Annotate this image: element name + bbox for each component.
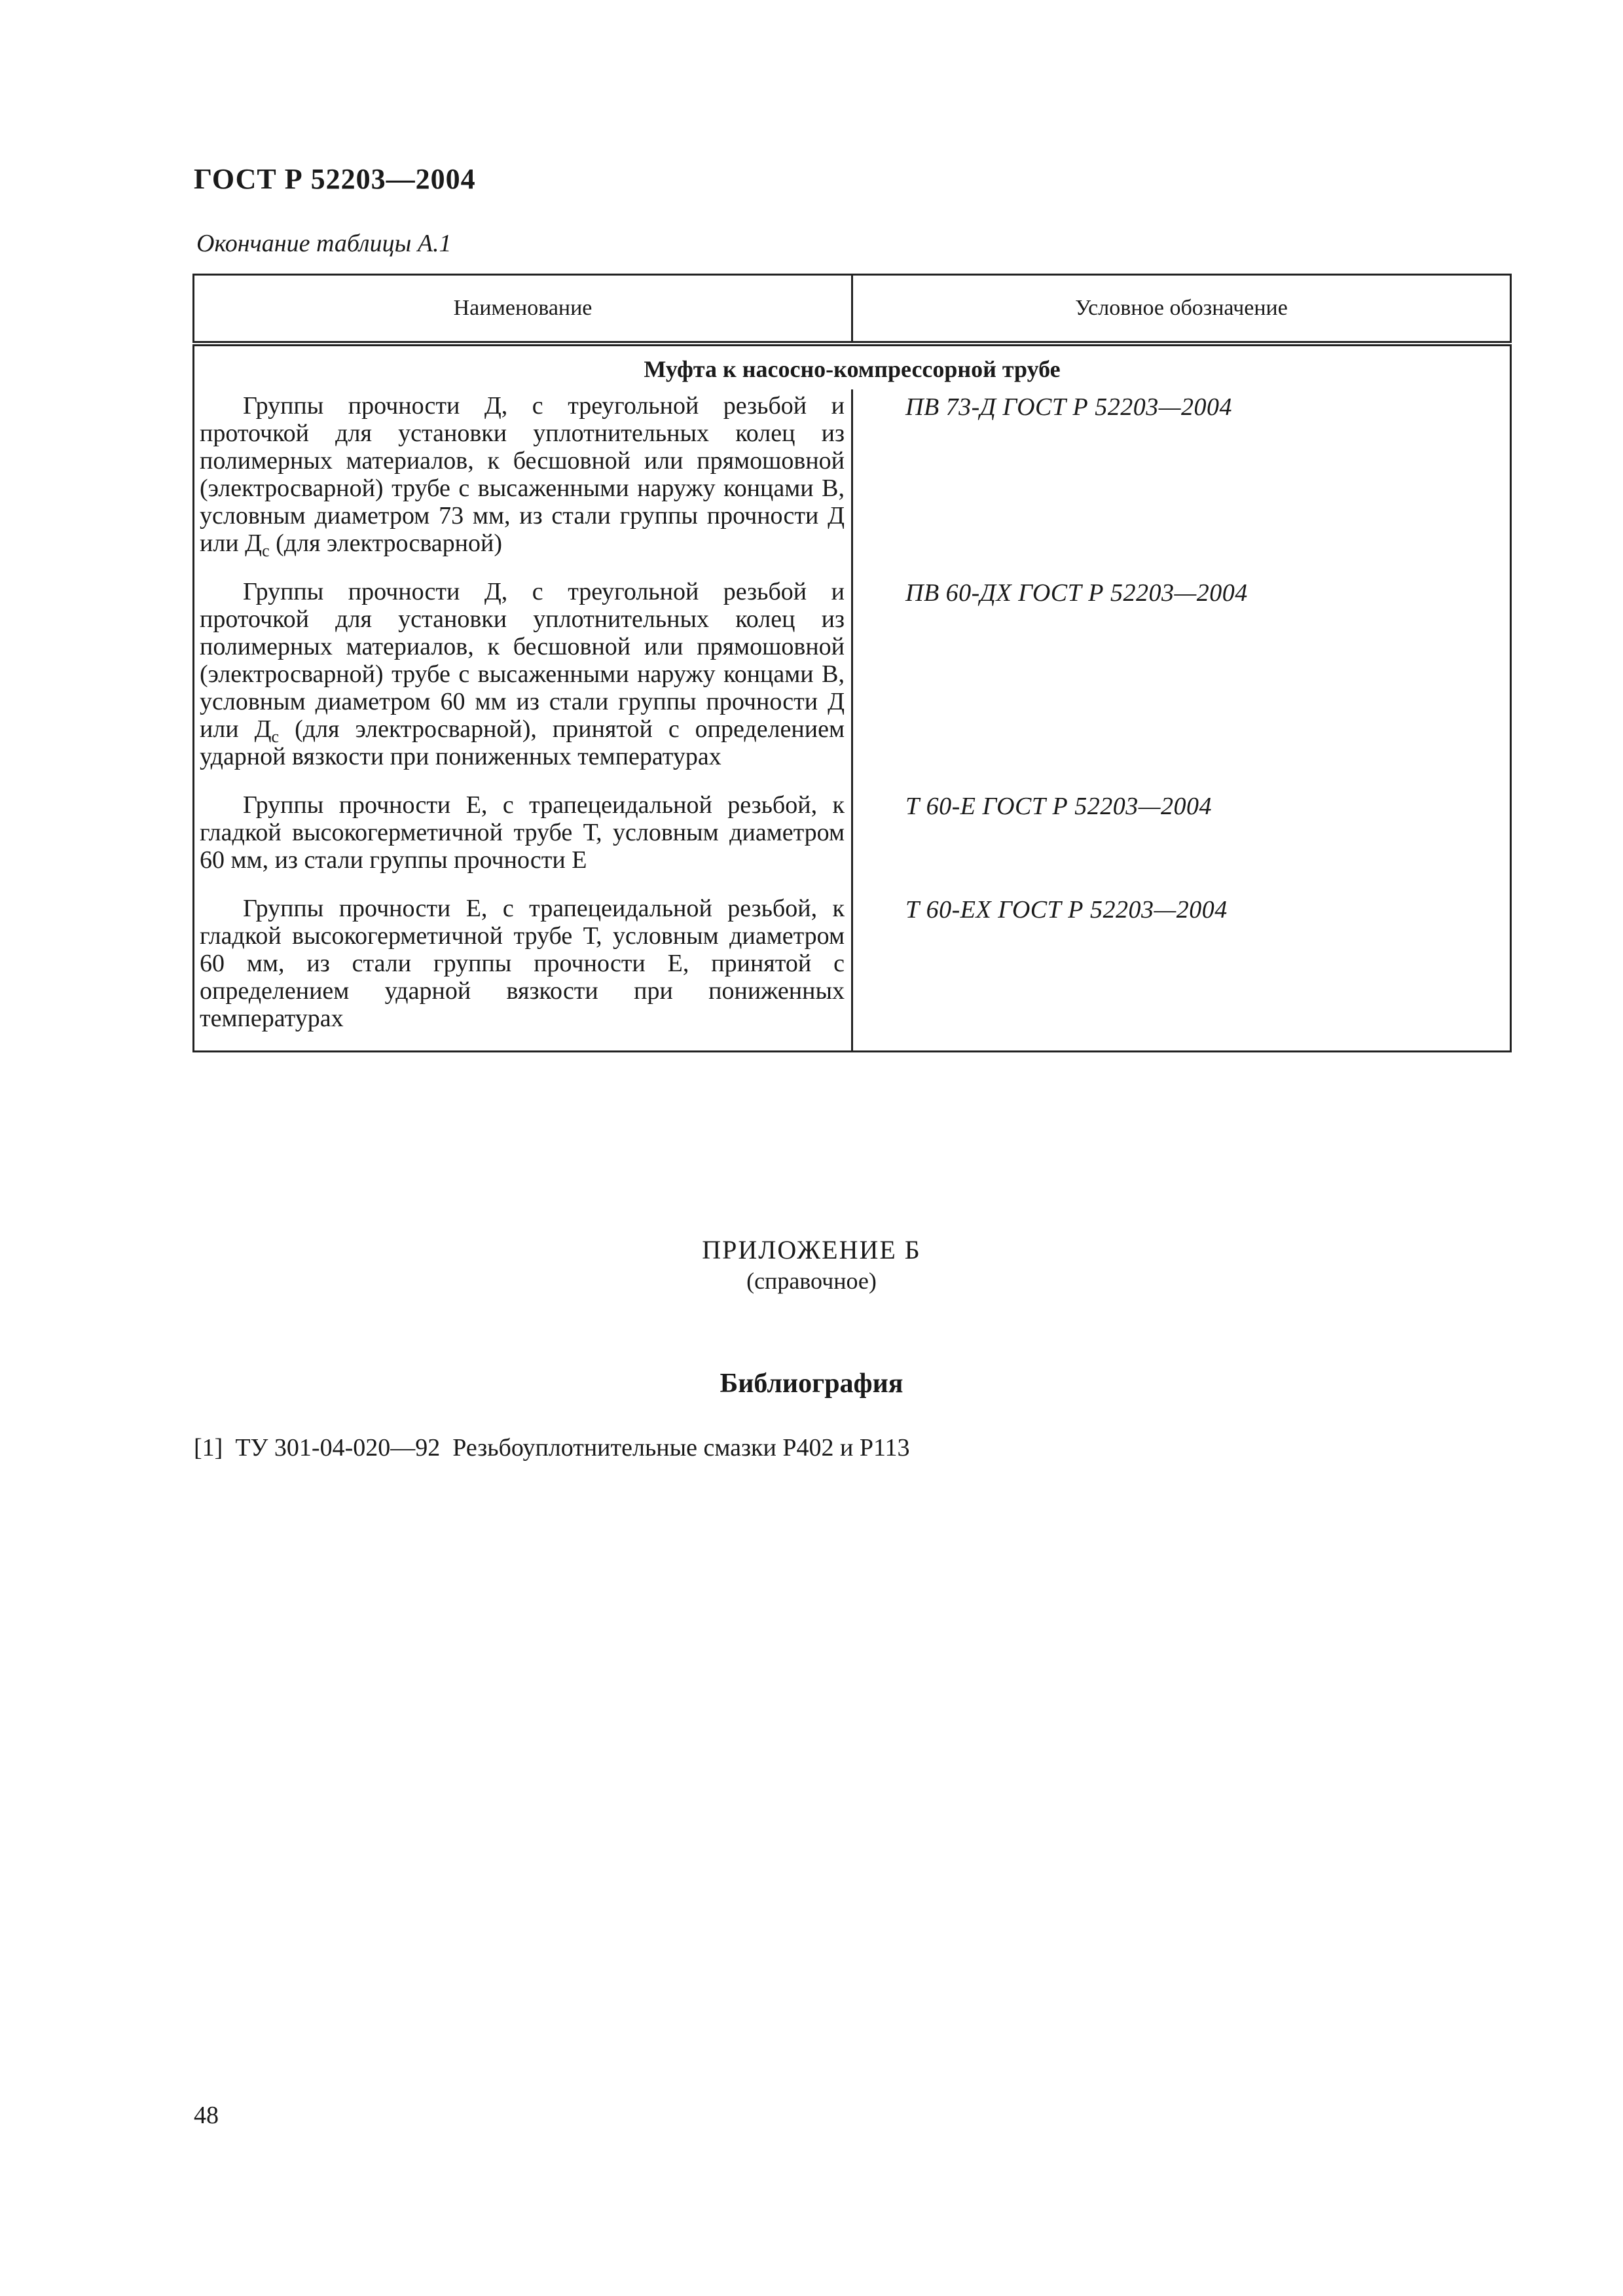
bibliography-title: Библиография [720, 1369, 903, 1399]
column-header-name: Наименование [194, 275, 852, 344]
table-header-row [194, 275, 1511, 344]
row-designation-cell: Т 60-ЕХ ГОСТ Р 52203—2004 [852, 892, 1511, 1052]
bibliography-code: ТУ 301-04-020—92 [235, 1434, 441, 1462]
row-name-cell [194, 389, 852, 575]
table-row [194, 789, 1511, 892]
row-designation-cell: Т 60-Е ГОСТ Р 52203—2004 [852, 789, 1511, 892]
bibliography-ref: [1] [194, 1434, 223, 1462]
row-name-subscript: с [262, 541, 270, 560]
row-name-subscript: с [271, 727, 280, 746]
appendix-subtitle: (справочное) [746, 1268, 877, 1294]
row-designation-cell: ПВ 73-Д ГОСТ Р 52203—2004 [852, 389, 1511, 575]
row-name-cell [194, 575, 852, 789]
table-row [194, 575, 1511, 789]
section-title: Муфта к насосно-компрессорной трубе [194, 344, 1511, 389]
row-name-cell [194, 789, 852, 892]
bibliography-item [194, 1433, 910, 1462]
row-name-text: Группы прочности Е, с трапецеидальной резьбой, к гладкой высокогерметичной трубе Т, условным диаметром 60 мм, из стали группы прочности Е [200, 791, 845, 874]
bibliography-text: Резьбоуплотнительные смазки Р402 и Р113 [452, 1434, 910, 1462]
column-header-designation: Условное обозначение [852, 275, 1511, 344]
document-header: ГОСТ Р 52203—2004 [194, 163, 476, 195]
row-designation-cell: ПВ 60-ДХ ГОСТ Р 52203—2004 [852, 575, 1511, 789]
row-name-text-tail: (для электросварной), принятой с определением ударной вязкости при пониженных температурах [200, 715, 845, 770]
section-title-row [194, 344, 1511, 389]
row-name-text: Группы прочности Д, с треугольной резьбой и проточкой для установки уплотнительных колец из полимерных материалов, к бесшовной или прямошовной (электросварной) трубе с высаженными наружу концами В, условным диаметром 73 мм, из стали группы прочности Д или Д [200, 392, 845, 557]
page-number: 48 [194, 2102, 219, 2129]
row-name-text-tail: (для электросварной) [269, 529, 502, 557]
table-row [194, 892, 1511, 1052]
designation-table [192, 274, 1512, 1052]
row-name-text: Группы прочности Д, с треугольной резьбой и проточкой для установки уплотнительных колец из полимерных материалов, к бесшовной или прямошовной (электросварной) трубе с высаженными наружу концами В, условным диаметром 60 мм из стали группы прочности Д или Д [200, 578, 845, 743]
row-name-cell [194, 892, 852, 1052]
appendix-title: ПРИЛОЖЕНИЕ Б [702, 1235, 921, 1265]
row-name-text: Группы прочности Е, с трапецеидальной резьбой, к гладкой высокогерметичной трубе Т, условным диаметром 60 мм, из стали группы прочности Е, принятой с определением ударной вязкости при пониженных температурах [200, 895, 845, 1032]
table-row [194, 389, 1511, 575]
table-caption: Окончание таблицы А.1 [196, 230, 452, 257]
